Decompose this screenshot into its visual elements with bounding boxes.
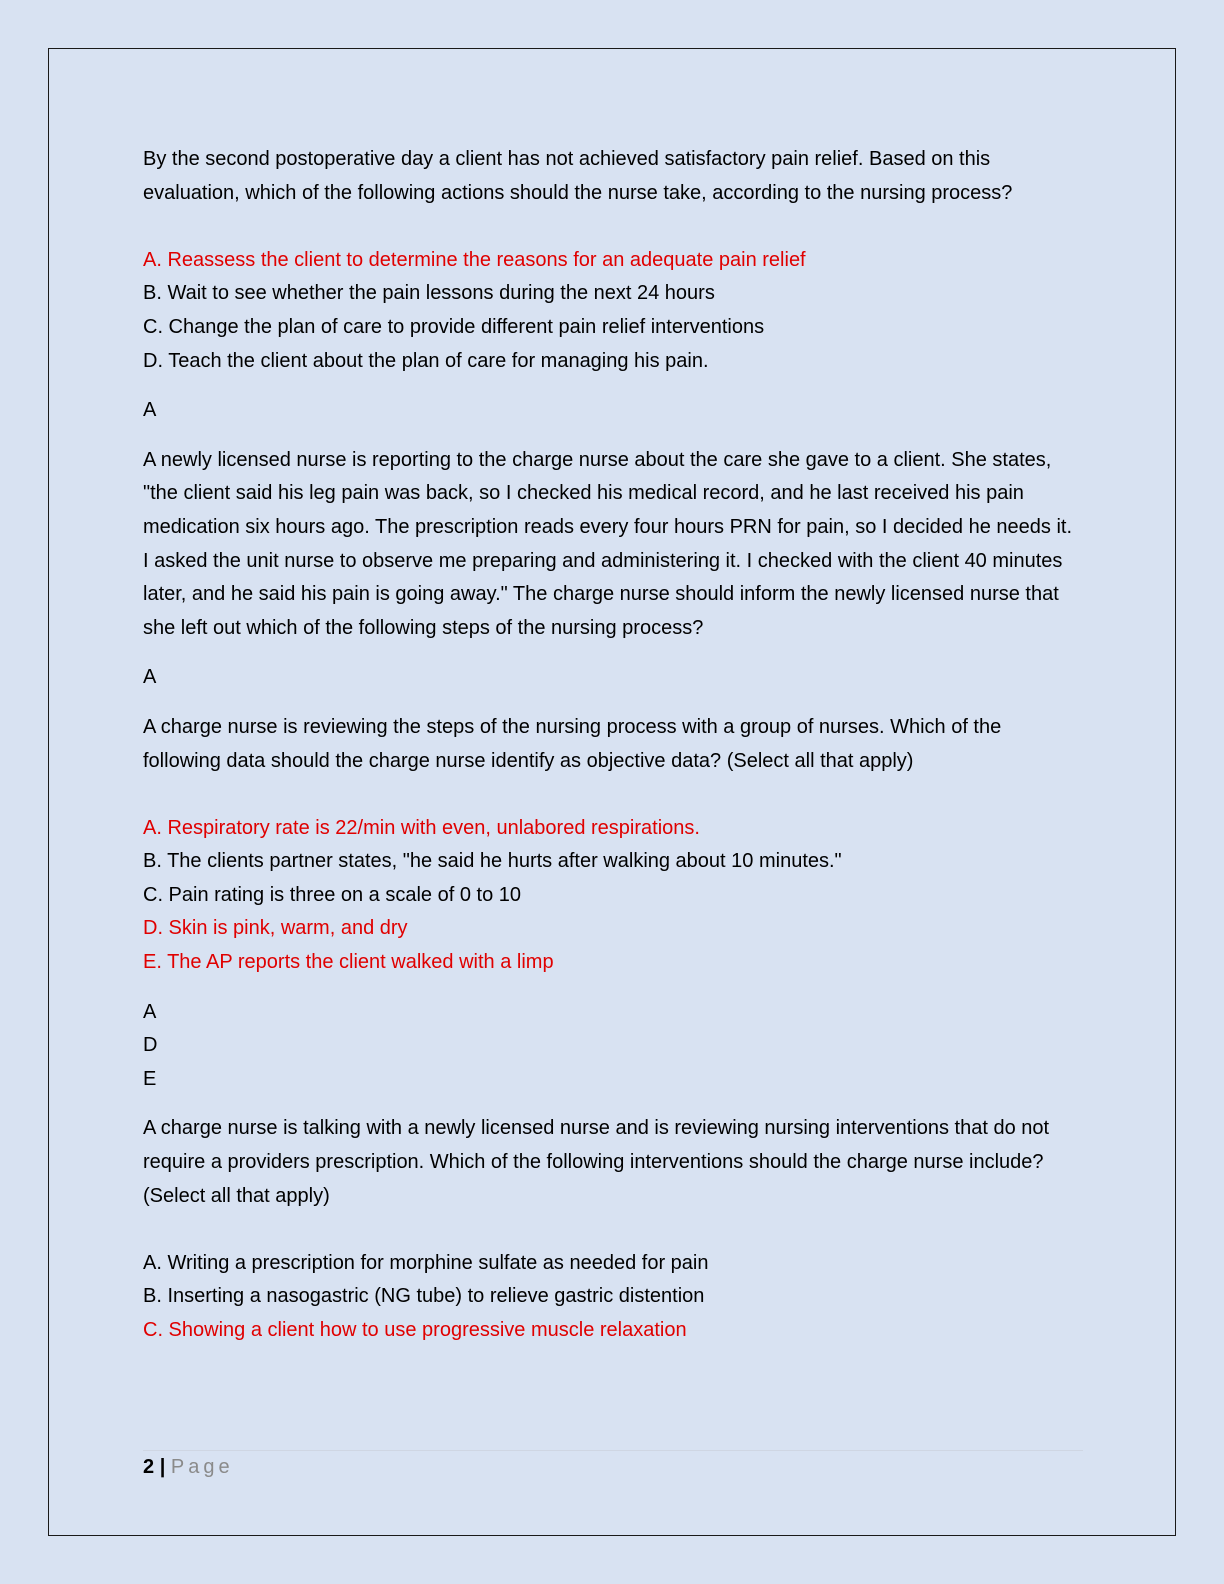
answer-option: E. The AP reports the client walked with a limp xyxy=(143,951,554,974)
answer-option: B. Inserting a nasogastric (NG tube) to relieve gastric distention xyxy=(143,1285,705,1308)
footer-separator: | xyxy=(159,1456,166,1478)
answer-key: A xyxy=(143,1000,157,1023)
answer-option: B. Wait to see whether the pain lessons during the next 24 hours xyxy=(143,282,715,305)
answer-option: D. Teach the client about the plan of care for managing his pain. xyxy=(143,349,709,372)
question-text: A charge nurse is reviewing the steps of the nursing process with a group of nurses. Which of the following data should the charge nurse identify as objective data? (Select all that apply) xyxy=(143,715,1002,772)
answer-key: A xyxy=(143,399,157,422)
question-text: By the second postoperative day a client has not achieved satisfactory pain relief. Based on this evaluation, which of the following actions should the nurse take, according to the nursing process? xyxy=(143,148,1013,204)
page-content xyxy=(143,143,1083,1348)
answer-option: A. Writing a prescription for morphine sulfate as needed for pain xyxy=(143,1251,709,1274)
answer-option: B. The clients partner states, "he said he hurts after walking about 10 minutes." xyxy=(143,850,842,873)
answer-option: D. Skin is pink, warm, and dry xyxy=(143,917,408,940)
page-number: 2 xyxy=(143,1456,155,1478)
question-block xyxy=(143,1112,1083,1347)
page-label: Page xyxy=(170,1456,234,1478)
answer-option: C. Showing a client how to use progressive muscle relaxation xyxy=(143,1319,687,1341)
question-block xyxy=(143,143,1083,444)
answer-option: A. Respiratory rate is 22/min with even, unlabored respirations. xyxy=(143,816,700,839)
answer-option: C. Change the plan of care to provide different pain relief interventions xyxy=(143,315,765,338)
question-text: A charge nurse is talking with a newly licensed nurse and is reviewing nursing interventions that do not require a providers prescription. Which of the following interventions should the charge nurse include? (Select all that apply) xyxy=(143,1117,1050,1207)
answer-option: A. Reassess the client to determine the reasons for an adequate pain relief xyxy=(143,248,806,271)
answer-key: A xyxy=(143,666,157,689)
answer-option: C. Pain rating is three on a scale of 0 to 10 xyxy=(143,883,521,906)
question-block xyxy=(143,711,1083,1113)
footer-divider xyxy=(143,1450,1083,1451)
page-footer xyxy=(143,1454,234,1480)
answer-key: E xyxy=(143,1067,157,1090)
question-block xyxy=(143,444,1083,711)
question-text: A newly licensed nurse is reporting to the charge nurse about the care she gave to a client. She states, "the client said his leg pain was back, so I checked his medical record, and he last received his pain medication six hours ago. The prescription reads every four hours PRN for pain, so I decided he needs it. I asked the unit nurse to observe me preparing and administering it. I checked with the client 40 minutes later, and he said his pain is going away." The charge nurse should inform the newly licensed nurse that she left out which of the following steps of the nursing process? xyxy=(143,448,1073,639)
answer-key: D xyxy=(143,1034,158,1057)
